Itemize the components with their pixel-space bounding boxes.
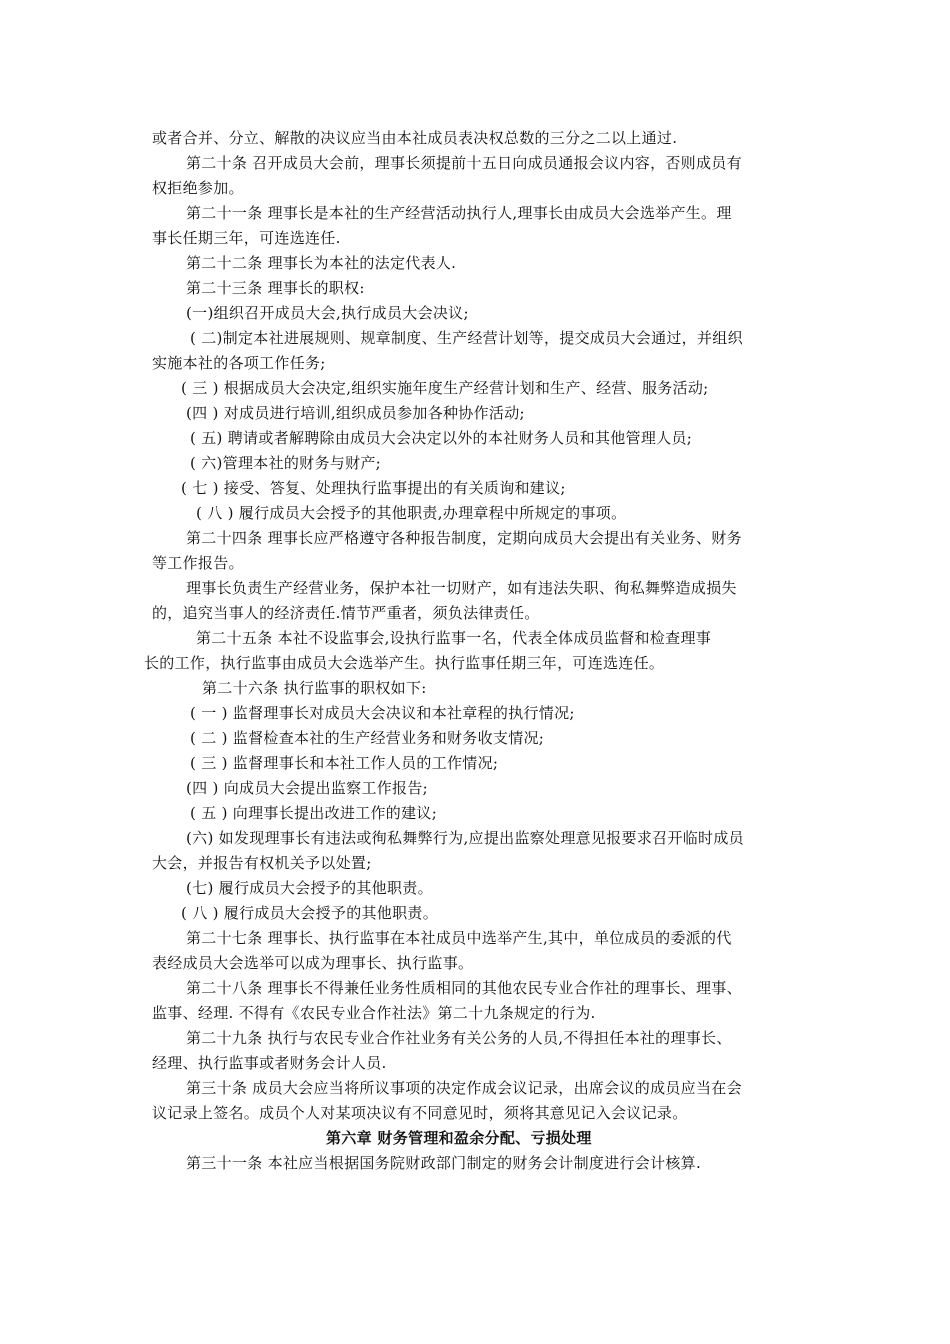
text-line: 或者合并、分立、解散的决议应当由本社成员表决权总数的三分之二以上通过. bbox=[152, 129, 678, 147]
text-line: 表经成员大会选举可以成为理事长、执行监事。 bbox=[152, 954, 474, 972]
text-line: (六) 如发现理事长有违法或徇私舞弊行为,应提出监察处理意见报要求召开临时成员 bbox=[186, 829, 744, 847]
text-line: ( 五 ) 向理事长提出改进工作的建议; bbox=[190, 804, 438, 822]
text-line: 第二十四条 理事长应严格遵守各种报告制度，定期向成员大会提出有关业务、财务 bbox=[186, 529, 742, 547]
text-line: 权拒绝参加。 bbox=[152, 179, 244, 197]
text-line: 第二十二条 理事长为本社的法定代表人. bbox=[186, 254, 457, 272]
text-line: 等工作报告。 bbox=[152, 554, 244, 572]
text-line: ( 三 ) 根据成员大会决定,组织实施年度生产经营计划和生产、经营、服务活动; bbox=[181, 379, 709, 397]
text-line: 第二十五条 本社不设监事会,设执行监事一名，代表全体成员监督和检查理事 bbox=[196, 629, 712, 647]
text-line: 经理、执行监事或者财务会计人员. bbox=[152, 1054, 387, 1072]
text-line: 第二十条 召开成员大会前，理事长须提前十五日向成员通报会议内容，否则成员有 bbox=[186, 154, 742, 172]
text-line: 第二十一条 理事长是本社的生产经营活动执行人,理事长由成员大会选举产生。理 bbox=[186, 204, 732, 222]
text-line: ( 六)管理本社的财务与财产; bbox=[190, 454, 382, 472]
text-line: 第二十七条 理事长、执行监事在本社成员中选举产生,其中，单位成员的委派的代 bbox=[186, 929, 732, 947]
text-line: ( 一 ) 监督理事长对成员大会决议和本社章程的执行情况; bbox=[190, 704, 575, 722]
text-line: 第二十三条 理事长的职权: bbox=[186, 279, 365, 297]
text-line: ( 二 ) 监督检查本社的生产经营业务和财务收支情况; bbox=[190, 729, 545, 747]
text-line: ( 八 ) 履行成员大会授予的其他职责。 bbox=[181, 904, 439, 922]
text-line: 第二十六条 执行监事的职权如下: bbox=[202, 679, 427, 697]
text-line: (四 ) 向成员大会提出监察工作报告; bbox=[186, 779, 428, 797]
text-line: ( 二)制定本社进展规则、规章制度、生产经营计划等，提交成员大会通过，并组织 bbox=[190, 329, 743, 347]
text-line: ( 三 ) 监督理事长和本社工作人员的工作情况; bbox=[190, 754, 499, 772]
text-line: 大会，并报告有权机关予以处置; bbox=[152, 854, 372, 872]
text-line: ( 五) 聘请或者解聘除由成员大会决定以外的本社财务人员和其他管理人员; bbox=[190, 429, 693, 447]
text-line: 实施本社的各项工作任务; bbox=[152, 354, 326, 372]
text-line: 的，追究当事人的经济责任.情节严重者，须负法律责任。 bbox=[152, 604, 540, 622]
text-line: (四 ) 对成员进行培训,组织成员参加各种协作活动; bbox=[186, 404, 525, 422]
text-line: 第二十八条 理事长不得兼任业务性质相同的其他农民专业合作社的理事长、理事、 bbox=[186, 979, 742, 997]
text-line: ( 七 ) 接受、答复、处理执行监事提出的有关质询和建议; bbox=[181, 479, 566, 497]
text-line: 理事长负责生产经营业务，保护本社一切财产，如有违法失职、徇私舞弊造成损失 bbox=[186, 579, 737, 597]
text-line: (一)组织召开成员大会,执行成员大会决议; bbox=[186, 304, 469, 322]
text-line: 第三十条 成员大会应当将所议事项的决定作成会议记录，出席会议的成员应当在会 bbox=[186, 1079, 742, 1097]
text-line: 第二十九条 执行与农民专业合作社业务有关公务的人员,不得担任本社的理事长、 bbox=[186, 1029, 732, 1047]
text-line: 议记录上签名。成员个人对某项决议有不同意见时，须将其意见记入会议记录。 bbox=[152, 1104, 688, 1122]
text-line: 监事、经理. 不得有《农民专业合作社法》第二十九条规定的行为. bbox=[152, 1004, 596, 1022]
text-line: 长的工作，执行监事由成员大会选举产生。执行监事任期三年，可连选连任。 bbox=[144, 654, 665, 672]
text-line: 第三十一条 本社应当根据国务院财政部门制定的财务会计制度进行会计核算. bbox=[186, 1154, 702, 1172]
text-line: (七) 履行成员大会授予的其他职责。 bbox=[186, 879, 433, 897]
text-line: ( 八 ) 履行成员大会授予的其他职责,办理章程中所规定的事项。 bbox=[196, 504, 627, 522]
chapter-heading: 第六章 财务管理和盈余分配、亏损处理 bbox=[326, 1129, 592, 1147]
text-line: 事长任期三年，可连选连任. bbox=[152, 229, 341, 247]
